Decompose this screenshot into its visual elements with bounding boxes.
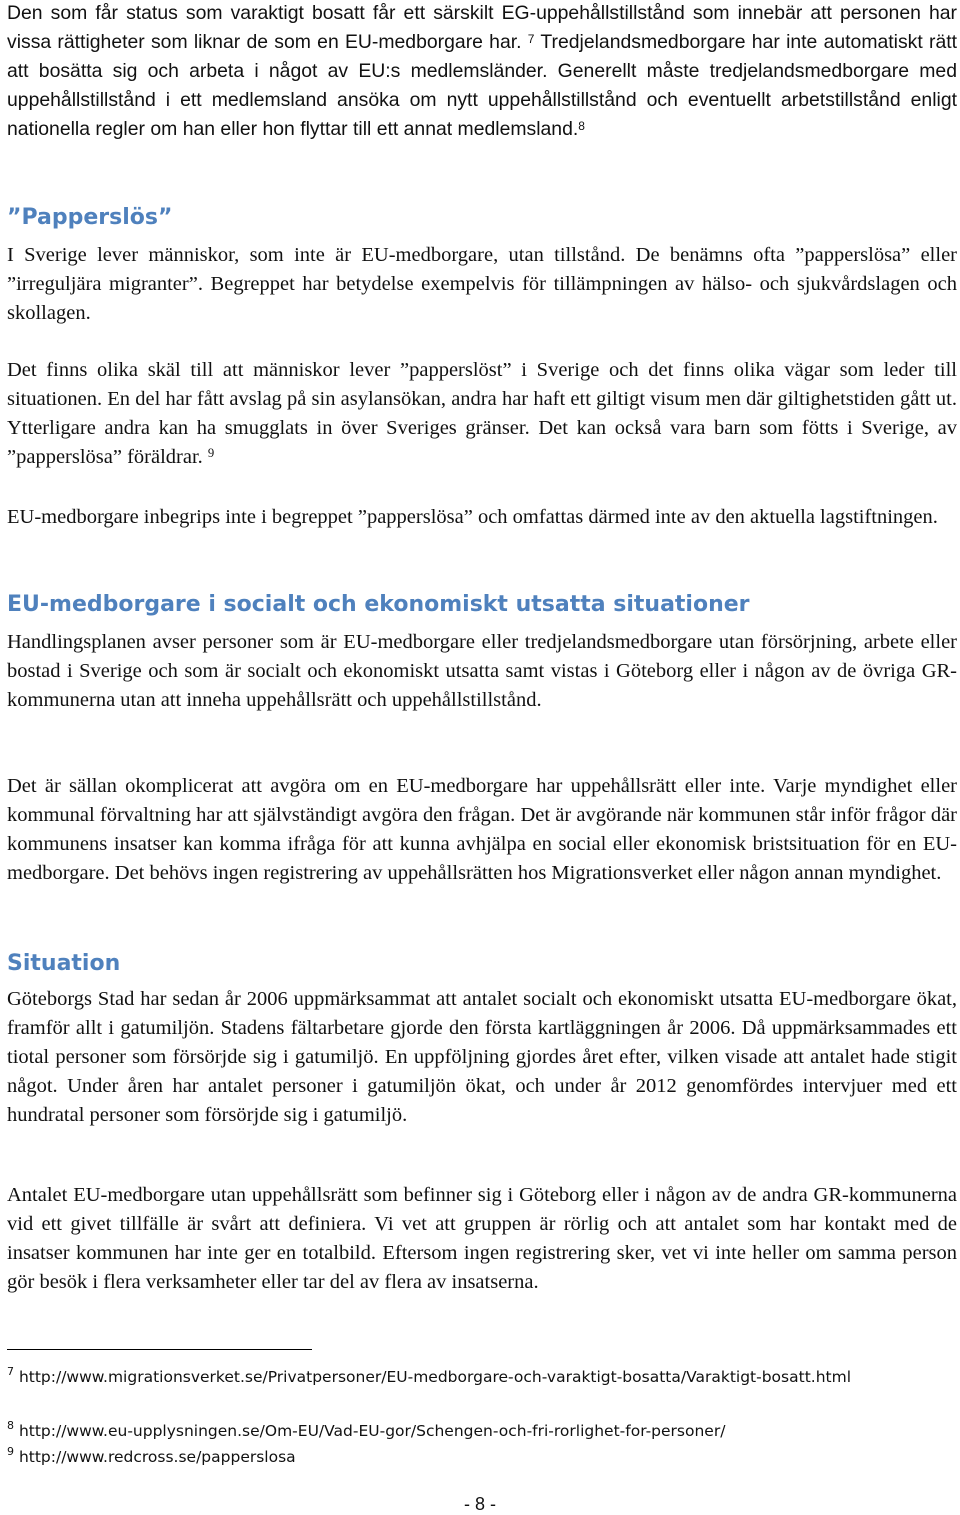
footnote-9: $^9$ http://www.redcross.se/papperslosa xyxy=(7,1445,296,1466)
section-heading-situation: Situation xyxy=(7,951,121,976)
footnote-link-8[interactable]: http://www.eu-upplysningen.se/Om-EU/Vad-EU-gor/Schengen-och-fri-rorlighet-for-personer/ xyxy=(18,1422,726,1440)
footnote-separator xyxy=(7,1349,312,1350)
paragraph-action-plan-scope: Handlingsplanen avser personer som är EU-medborgare eller tredjelandsmedborgare utan försörjning, arbete eller bostad i Sverige och som är socialt och ekonomiskt utsatta samt vistas i Göteborg eller i någon av de övriga GR-kommunerna utan att inneha uppehållsrätt och uppehållstillstånd. xyxy=(7,631,957,711)
page-number: - 8 - xyxy=(463,1494,496,1514)
paragraph-eu-citizens-excluded: EU-medborgare inbegrips inte i begreppet ”papperslösa” och omfattas därmed inte av den aktuella lagstiftningen. xyxy=(7,506,938,528)
footnote-link-9[interactable]: http://www.redcross.se/papperslosa xyxy=(18,1448,296,1466)
paragraph-papperslos-reasons: Det finns olika skäl till att människor lever ”papperslöst” i Sverige och det finns olika vägar som leder till situationen. En del har fått avslag på sin asylansökan, andra har haft ett giltigt visum men där giltighetstiden gått ut. Ytterligare andra kan ha smugglats in över Sveriges gränser. Det kan också vara barn som fötts i Sverige, av ”papperslösa” föräldrar. $^9$ xyxy=(7,359,957,468)
footnote-link-7[interactable]: http://www.migrationsverket.se/Privatpersoner/EU-medborgare-och-varaktigt-bosatta/Varaktigt-bosatt.html xyxy=(18,1368,852,1386)
section-heading-eu-citizens: EU-medborgare i socialt och ekonomiskt utsatta situationer xyxy=(7,592,750,617)
footnote-ref-8[interactable]: 8 xyxy=(578,118,585,133)
section-heading-papperslos: ”Papperslös” xyxy=(7,205,173,230)
intro-paragraph: Den som får status som varaktigt bosatt får ett särskilt EG-uppehållstillstånd som innebär att personen har vissa rättigheter som liknar de som en EU-medborgare har. $^7$ Tredjelandsmedborgare har inte automatiskt rätt att bosätta sig och arbeta i något av EU:s medlemsländer. Generellt måste tredjelandsmedborgare med uppehållstillstånd i ett medlemsland ansöka om nytt uppehållstillstånd och eventuellt arbetstillstånd enligt nationella regler om han eller hon flyttar till ett annat medlemsland.$^8$ xyxy=(7,2,957,140)
paragraph-residence-right: Det är sällan okomplicerat att avgöra om en EU-medborgare har uppehållsrätt eller inte. Varje myndighet eller kommunal förvaltning har att självständigt avgöra den frågan. Det är avgörande när kommunen står inför frågor där kommunens insatser kan komma ifråga för att kunna avhjälpa en social eller ekonomisk bristsituation för en EU-medborgare. Det behövs ingen registrering av uppehållsrätten hos Migrationsverket eller någon annan myndighet. xyxy=(7,775,957,884)
footnote-ref-7[interactable]: 7 xyxy=(527,31,535,46)
footnote-ref-9[interactable]: 9 xyxy=(207,446,215,461)
footnote-7: $^7$ http://www.migrationsverket.se/Privatpersoner/EU-medborgare-och-varaktigt-bosatta/Varaktigt-bosatt.html xyxy=(7,1365,852,1386)
paragraph-situation-history: Göteborgs Stad har sedan år 2006 uppmärksammat att antalet socialt och ekonomiskt utsatta EU-medborgare ökat, framför allt i gatumiljön. Stadens fältarbetare gjorde den första kartläggningen år 2006. Då uppmärksammades ett tiotal personer som försörjde sig i gatumiljö. En uppföljning gjordes året efter, vilken visade att antalet hade stigit något. Under åren har antalet personer i gatumiljön ökat, och under år 2012 genomfördes intervjuer med ett hundratal personer som försörjde sig i gatumiljö. xyxy=(7,988,957,1126)
footnote-8: $^8$ http://www.eu-upplysningen.se/Om-EU/Vad-EU-gor/Schengen-och-fri-rorlighet-for-personer/ xyxy=(7,1419,726,1440)
paragraph-papperslos-definition: I Sverige lever människor, som inte är EU-medborgare, utan tillstånd. De benämns ofta ”papperslösa” eller ”irreguljära migranter”. Begreppet har betydelse exempelvis för tillämpningen av hälso- och sjukvårdslagen och skollagen. xyxy=(7,244,957,324)
paragraph-situation-count: Antalet EU-medborgare utan uppehållsrätt som befinner sig i Göteborg eller i någon av de andra GR-kommunerna vid ett givet tillfälle är svårt att definiera. Vi vet att gruppen är rörlig och att antalet som har kontakt med de insatser kommunen har inte ger en totalbild. Eftersom ingen registrering sker, vet vi inte heller om samma person gör besök i flera verksamheter eller tar del av flera av insatserna. xyxy=(7,1184,957,1293)
